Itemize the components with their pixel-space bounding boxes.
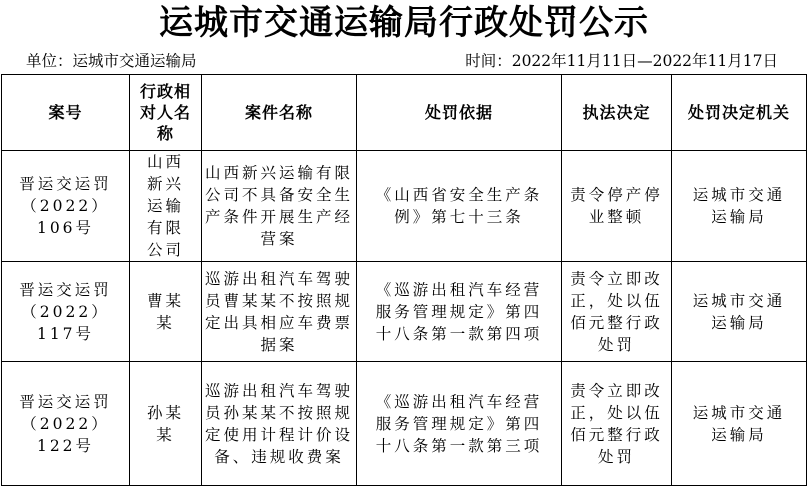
cell-authority: 运城市交通运输局 — [672, 262, 807, 362]
table-row — [2, 262, 807, 362]
header-decision: 执法决定 — [562, 75, 672, 151]
cell-decision: 责令停产停业整顿 — [562, 151, 672, 262]
cell-basis: 《巡游出租汽车经营服务管理规定》第四十八条第一款第三项 — [357, 362, 562, 486]
cell-case-name: 山西新兴运输有限公司不具备安全生产条件开展生产经营案 — [202, 151, 357, 262]
cell-case-no: 晋运交运罚（2022）106号 — [2, 151, 130, 262]
cell-decision: 责令立即改正，处以伍佰元整行政处罚 — [562, 362, 672, 486]
issuing-unit: 单位：运城市交通运输局 — [26, 52, 197, 70]
header-basis: 处罚依据 — [357, 75, 562, 151]
publication-period: 时间：2022年11月11日—2022年11月17日 — [465, 52, 778, 70]
cell-party: 山西新兴运输有限公司 — [130, 151, 202, 262]
meta-row — [0, 48, 808, 74]
header-authority: 处罚决定机关 — [672, 75, 807, 151]
table-header-row — [2, 75, 807, 151]
header-case-no: 案号 — [2, 75, 130, 151]
cell-basis: 《巡游出租汽车经营服务管理规定》第四十八条第一款第四项 — [357, 262, 562, 362]
header-case-name: 案件名称 — [202, 75, 357, 151]
cell-case-no: 晋运交运罚（2022）117号 — [2, 262, 130, 362]
cell-party: 孙某某 — [130, 362, 202, 486]
cell-case-no: 晋运交运罚（2022）122号 — [2, 362, 130, 486]
table-row — [2, 362, 807, 486]
cell-case-name: 巡游出租汽车驾驶员孙某某不按照规定使用计程计价设备、违规收费案 — [202, 362, 357, 486]
header-party: 行政相对人名称 — [130, 75, 202, 151]
cell-decision: 责令立即改正，处以伍佰元整行政处罚 — [562, 262, 672, 362]
cell-case-name: 巡游出租汽车驾驶员曹某某不按照规定出具相应车费票据案 — [202, 262, 357, 362]
table-row — [2, 151, 807, 262]
cell-party: 曹某某 — [130, 262, 202, 362]
cell-authority: 运城市交通运输局 — [672, 151, 807, 262]
penalty-table — [1, 74, 807, 486]
page-title: 运城市交通运输局行政处罚公示 — [159, 3, 649, 43]
cell-authority: 运城市交通运输局 — [672, 362, 807, 486]
cell-basis: 《山西省安全生产条例》第七十三条 — [357, 151, 562, 262]
